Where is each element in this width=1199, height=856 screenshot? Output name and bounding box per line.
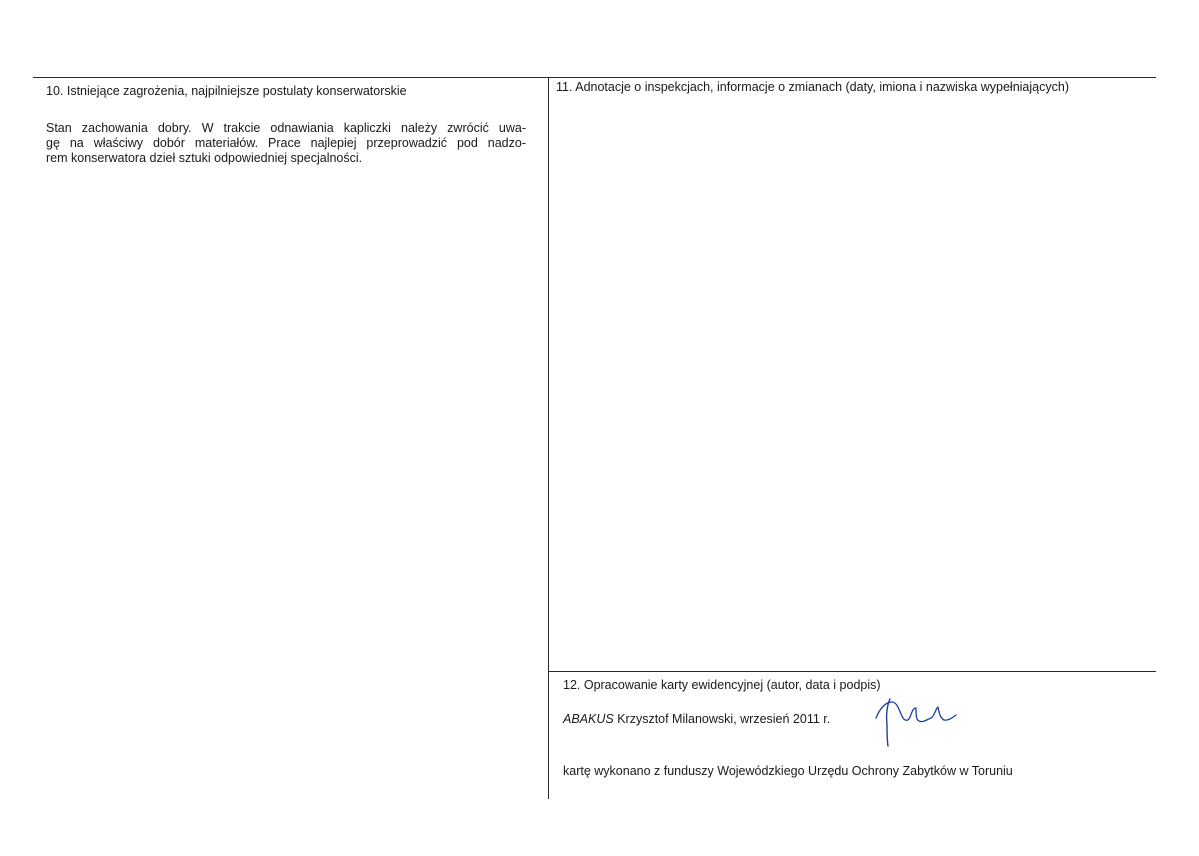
section-10-body <box>46 121 526 166</box>
handwritten-signature <box>872 696 964 748</box>
form-column-divider <box>548 77 549 799</box>
section-11-heading: 11. Adnotacje o inspekcjach, informacje o zmianach (daty, imiona i nazwiska wypełniających) <box>556 80 1069 94</box>
section-10-heading: 10. Istniejące zagrożenia, najpilniejsze postulaty konserwatorskie <box>46 84 407 98</box>
firm-name: ABAKUS <box>563 712 614 726</box>
section-12-heading: 12. Opracowanie karty ewidencyjnej (autor, data i podpis) <box>563 678 881 692</box>
funding-note: kartę wykonano z funduszy Wojewódzkiego Urzędu Ochrony Zabytków w Toruniu <box>563 764 1013 778</box>
section-10-line-2: gę na właściwy dobór materiałów. Prace najlepiej przeprowadzić pod nadzo- <box>46 136 526 150</box>
form-top-rule <box>33 77 1156 78</box>
section-12-top-rule <box>548 671 1156 672</box>
author-text: Krzysztof Milanowski, wrzesień 2011 r. <box>613 712 831 726</box>
section-10-line-1: Stan zachowania dobry. W trakcie odnawiania kapliczki należy zwrócić uwa- <box>46 121 526 135</box>
section-10-line-3: rem konserwatora dzieł sztuki odpowiedniej specjalności. <box>46 151 363 165</box>
author-line <box>563 712 830 727</box>
